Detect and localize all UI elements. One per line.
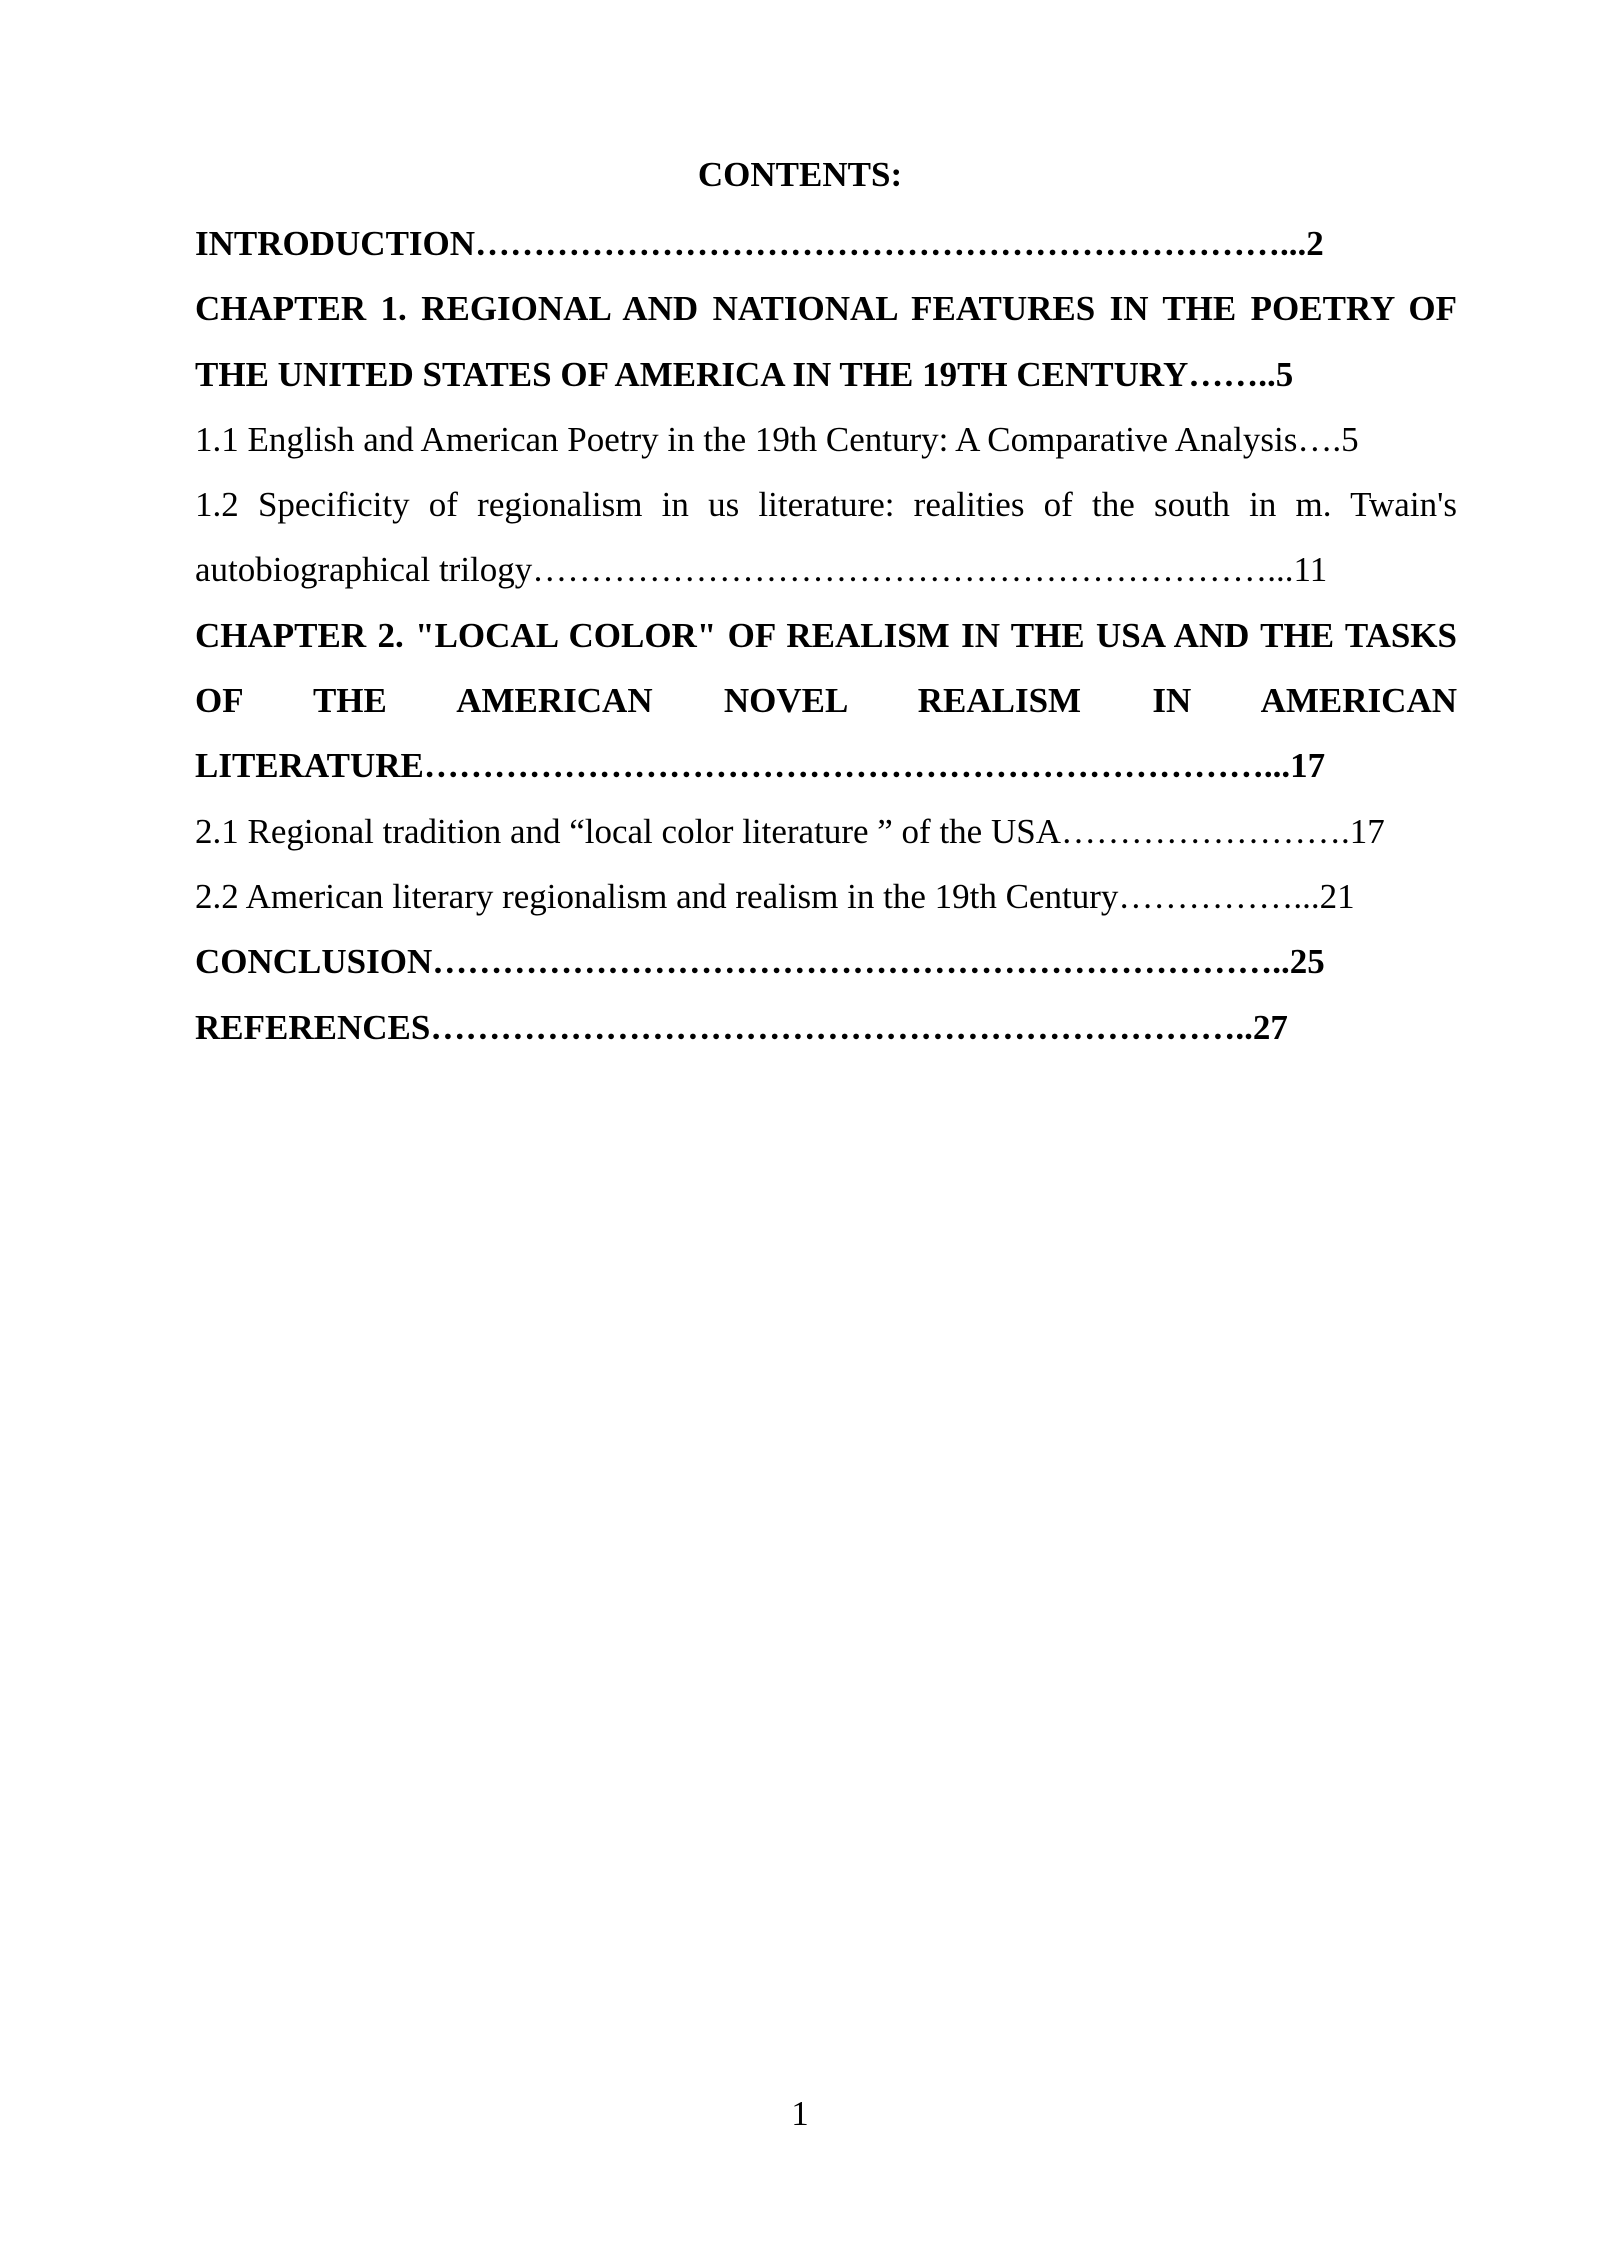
toc-entry-conclusion: CONCLUSION………………………………………………………………..25 (195, 942, 1325, 982)
toc-entry-chapter-1: CHAPTER 1. REGIONAL AND NATIONAL FEATURES IN THE POETRY OF THE UNITED STATES OF AMERICA IN THE 19TH CENTURY……..5 (195, 289, 1457, 394)
toc-entry-chapter-2: CHAPTER 2. "LOCAL COLOR" OF REALISM IN THE USA AND THE TASKS OF THE AMERICAN NOVEL REALISM IN AMERICAN LITERATURE………………………………………………………………...17 (195, 615, 1457, 786)
toc-entry-2-1: 2.1 Regional tradition and “local color literature ” of the USA…………………….17 (195, 811, 1385, 851)
toc-entry-2-2: 2.2 American literary regionalism and realism in the 19th Century……………...21 (195, 876, 1355, 916)
table-of-contents (195, 211, 1457, 1060)
page-title: CONTENTS: (697, 155, 903, 194)
toc-entry-1-1: 1.1 English and American Poetry in the 19th Century: A Comparative Analysis….5 (195, 419, 1359, 459)
page-number: 1 (791, 2094, 809, 2133)
toc-entry-references: REFERENCES……………………………………………………………..27 (195, 1007, 1288, 1047)
toc-entry-1-2: 1.2 Specificity of regionalism in us literature: realities of the south in m. Twain's autobiographical trilogy………………………………………………………...11 (195, 485, 1457, 590)
toc-entry-introduction: INTRODUCTION……………………………………………………………...2 (195, 224, 1324, 263)
